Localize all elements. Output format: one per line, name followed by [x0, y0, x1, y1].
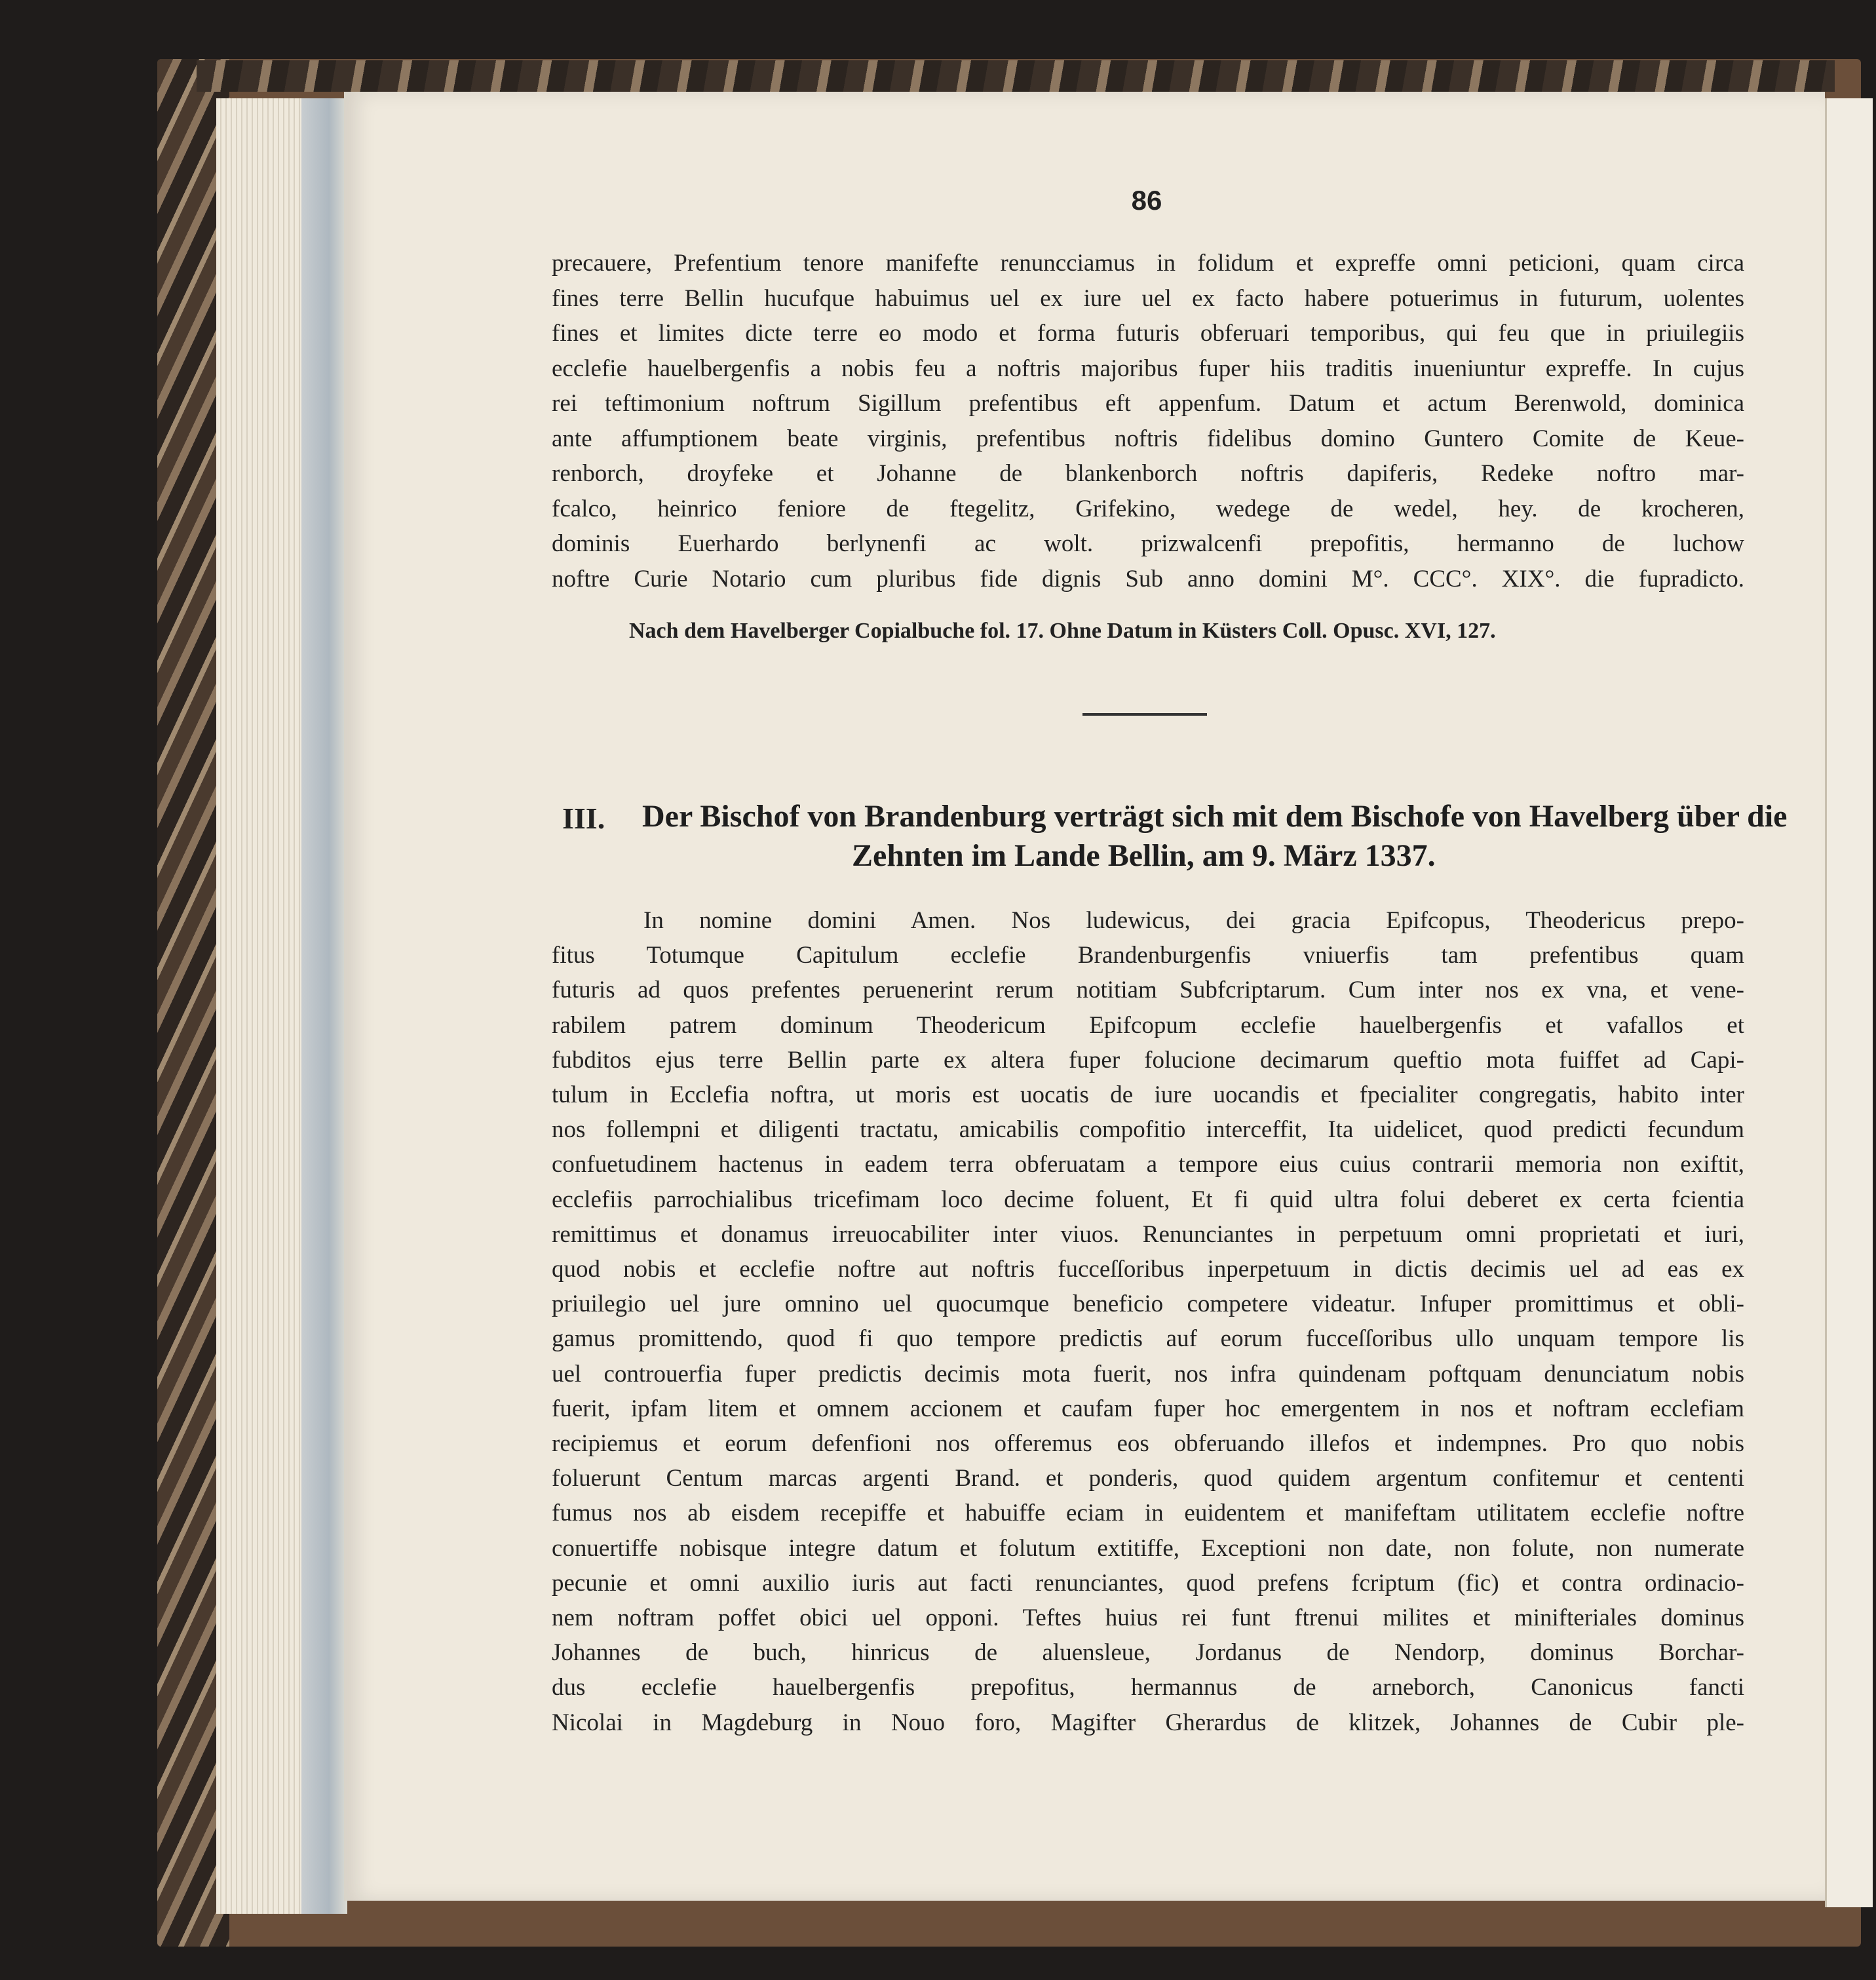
text-line: fines terre Bellin hucufque habuimus uel ex iure uel ex facto habere potuerimus in futurum, uolentes: [552, 284, 1744, 312]
page-number: 86: [1131, 185, 1162, 216]
text-line: quod nobis et ecclefie noftre aut noftris fucceſſoribus inperpetuum in dictis decimis uel ad eas ex: [552, 1256, 1744, 1283]
text-line: ecclefiis parrochialibus tricefimam loco decime foluent, Et fi quid ultra folui deberet ex certa fcientia: [552, 1186, 1744, 1213]
text-line: conuertiffe nobisque integre datum et folutum extitiffe, Exceptioni non date, non folute, non numerate: [552, 1534, 1744, 1562]
section-title-line-1: Der Bischof von Brandenburg verträgt sich mit dem Bischofe von Havelberg über die: [642, 799, 1788, 834]
text-line: fines et limites dicte terre eo modo et forma futuris obferuari temporibus, qui feu que in priuilegiis: [552, 320, 1744, 347]
text-line: Johannes de buch, hinricus de aluensleue, Jordanus de Nendorp, dominus Borchar-: [552, 1639, 1744, 1667]
text-line: In nomine domini Amen. Nos ludewicus, dei gracia Epifcopus, Theodericus prepo-: [643, 907, 1744, 934]
text-line: priuilegio uel jure omnino uel quocumque beneficio competere videatur. Infuper promittimus et obli-: [552, 1291, 1744, 1318]
text-line: dus ecclefie hauelbergenfis prepofitus, hermannus de arneborch, Canonicus fancti: [552, 1674, 1744, 1701]
text-line: futuris ad quos prefentes peruenerint rerum notitiam Subfcriptarum. Cum inter nos ex vna, et vene-: [552, 977, 1744, 1004]
text-line: ecclefie hauelbergenfis a nobis feu a noftris majoribus fuper hiis traditis inueniuntur expreffe. In cujus: [552, 355, 1744, 382]
marbled-top-edge: [197, 60, 1835, 92]
text-line: pecunie et omni auxilio iuris aut facti renunciantes, quod prefens fcriptum (fic) et contra ordinacio-: [552, 1569, 1744, 1597]
text-line: confuetudinem hactenus in eadem terra obferuatam a tempore eius cuius contrarii memoria non exiftit,: [552, 1151, 1744, 1178]
section-divider: [1082, 713, 1207, 716]
text-line: fumus nos ab eisdem recepiffe et habuiffe eciam in euidentem et manifeftam utilitatem ecclefie noftre: [552, 1500, 1744, 1527]
text-line: fcalco, heinrico feniore de ftegelitz, Grifekino, wedege de wedel, hey. de krocheren,: [552, 495, 1744, 522]
text-line: ante affumptionem beate virginis, prefentibus noftris fidelibus domino Guntero Comite de Keue-: [552, 425, 1744, 452]
page-stack-shadow: [301, 98, 347, 1914]
section-title-line-2: Zehnten im Lande Bellin, am 9. März 1337.: [852, 838, 1436, 873]
text-line: renborch, droyfeke et Johanne de blankenborch noftris dapiferis, Redeke noftro mar-: [552, 460, 1744, 487]
text-line: rabilem patrem dominum Theodericum Epifcopum ecclefie hauelbergenfis et vafallos et: [552, 1011, 1744, 1039]
text-line: Nicolai in Magdeburg in Nouo foro, Magifter Gherardus de klitzek, Johannes de Cubir ple-: [552, 1709, 1744, 1736]
text-line: nem noftram poffet obici uel opponi. Teftes huius rei funt ftrenui milites et minifteriales dominus: [552, 1604, 1744, 1631]
text-line: noftre Curie Notario cum pluribus fide dignis Sub anno domini M°. CCC°. XIX°. die fupradicto.: [552, 565, 1744, 592]
text-line: gamus promittendo, quod fi quo tempore predictis auf eorum fucceſſoribus ullo unquam tempore lis: [552, 1325, 1744, 1353]
text-line: fuerit, ipfam litem et omnem accionem et caufam fuper hoc emergentem in nos et noftram ecclefiam: [552, 1395, 1744, 1422]
text-line: tulum in Ecclefia noftra, ut moris est uocatis de iure uocandis et fpecialiter congregatis, habito inter: [552, 1081, 1744, 1108]
text-line: nos follempni et diligenti tractatu, amicabilis compofitio interceffit, Ita uidelicet, quod predicti fecundum: [552, 1116, 1744, 1144]
section-numeral: III.: [562, 802, 605, 835]
text-line: recipiemus et eorum defenfioni nos offeremus eos obferuando illefos et indempnes. Pro quo nobis: [552, 1430, 1744, 1457]
text-line: foluerunt Centum marcas argenti Brand. et ponderis, quod quidem argentum confitemur et cententi: [552, 1465, 1744, 1492]
text-line: dominis Euerhardo berlynenfi ac wolt. prizwalcenfi prepofitis, hermanno de luchow: [552, 530, 1744, 557]
text-line: uel controuerfia fuper predictis decimis mota fuerit, nos infra quindenam poftquam denunciatum nobis: [552, 1360, 1744, 1388]
text-line: fitus Totumque Capitulum ecclefie Brandenburgenfis vniuerfis tam prefentibus quam: [552, 942, 1744, 969]
facing-page-edge: [1825, 98, 1873, 1907]
source-note: Nach dem Havelberger Copialbuche fol. 17. Ohne Datum in Küsters Coll. Opusc. XVI, 127.: [629, 619, 1496, 643]
text-line: rei teftimonium noftrum Sigillum prefentibus eft appenfum. Datum et actum Berenwold, dominica: [552, 390, 1744, 417]
text-line: remittimus et donamus irreuocabiliter inter viuos. Renunciantes in perpetuum omni proprietati et iuri,: [552, 1220, 1744, 1248]
text-line: precauere, Prefentium tenore manifefte renuncciamus in folidum et expreffe omni peticioni, quam circa: [552, 250, 1744, 277]
text-line: fubditos ejus terre Bellin parte ex altera fuper folucione decimarum queftio mota fuiffet ad Capi-: [552, 1046, 1744, 1074]
